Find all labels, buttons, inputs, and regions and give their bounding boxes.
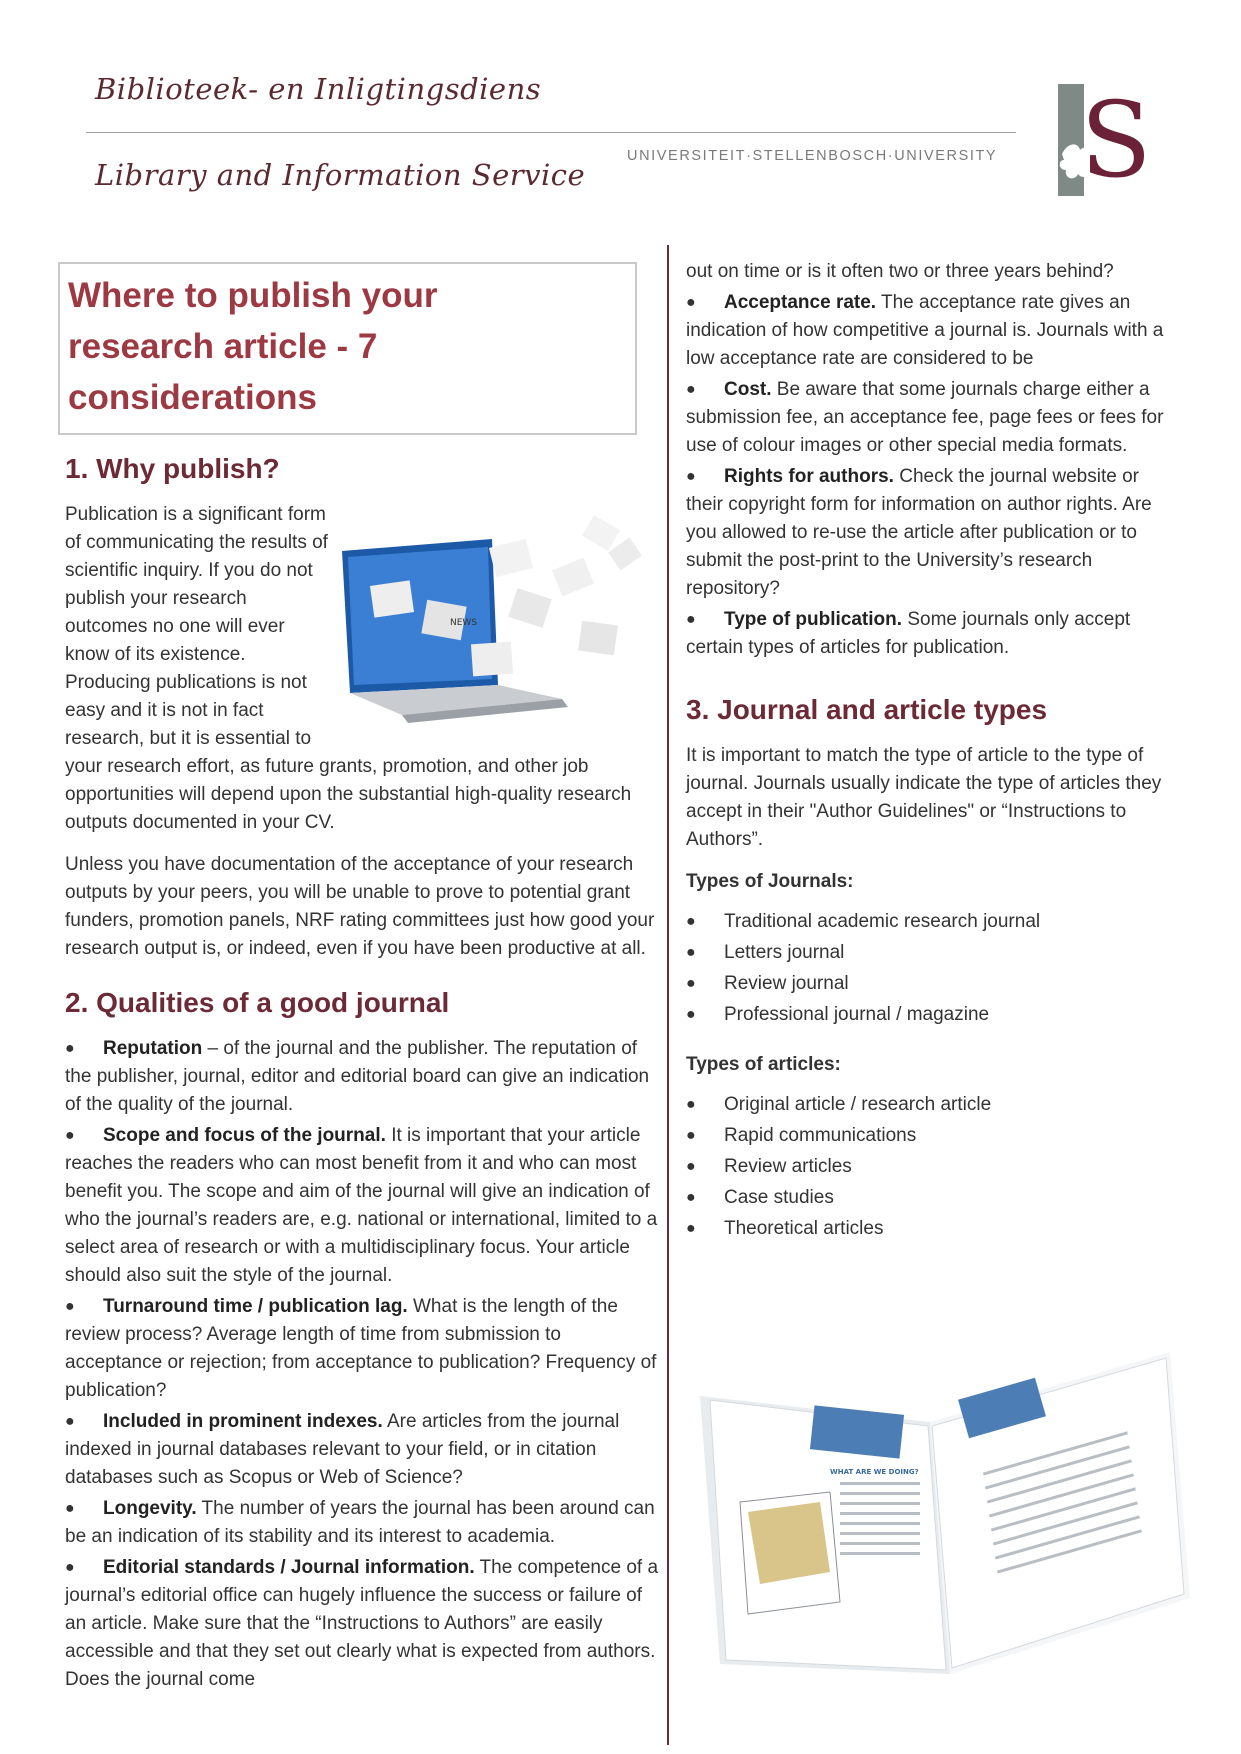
list-item: ● Rapid communications — [686, 1122, 1181, 1150]
quality-item: ● Cost. Be aware that some journals charge either a submission fee, an acceptance fee, page fees or fees for use of colour images or other special media formats. — [686, 376, 1181, 460]
section3-intro: It is important to match the type of article to the type of journal. Journals usually indicate the type of articles they accept in their "Author Guidelines" or “Instructions to Authors”. — [686, 745, 1162, 850]
article-types-heading: Types of articles: — [686, 1054, 841, 1075]
bullet-icon: ● — [686, 1127, 696, 1144]
section3-heading: 3. Journal and article types — [686, 694, 1048, 725]
list-item: ● Case studies — [686, 1184, 1181, 1212]
bullet-icon: ● — [65, 1298, 75, 1315]
bullet-icon: ● — [686, 611, 696, 628]
quality-item: ● Type of publication. Some journals only accept certain types of articles for publication. — [686, 606, 1181, 662]
bullet-icon: ● — [686, 294, 696, 311]
quality-item: ● Scope and focus of the journal. It is important that your article reaches the readers who can most benefit from it and who can most benefit you. The scope and aim of the journal will give an indication of who the journal’s readers are, e.g. national or international, limited to a select area of research or with a multidisciplinary focus. Your article should also suit the style of the journal. — [65, 1122, 660, 1290]
list-item: ● Review journal — [686, 970, 1181, 998]
quality-item: ● Rights for authors. Check the journal website or their copyright form for information on author rights. Are you allowed to re-use the article after publication or to submit the post-print to the University’s research repository? — [686, 463, 1181, 603]
bullet-icon: ● — [65, 1559, 75, 1576]
logo-letter: S — [1080, 84, 1152, 196]
bullet-icon: ● — [686, 1220, 696, 1237]
university-logo — [1058, 84, 1154, 196]
bullet-icon: ● — [65, 1500, 75, 1517]
list-item: ● Professional journal / magazine — [686, 1001, 1181, 1029]
right-column — [686, 258, 1181, 1265]
bullet-icon: ● — [686, 975, 696, 992]
header-afrikaans-title: Biblioteek- en Inligtingsdiens — [95, 72, 542, 106]
header-divider — [86, 132, 1016, 133]
header-english-title: Library and Information Service — [95, 158, 586, 192]
bullet-icon: ● — [686, 1158, 696, 1175]
bullet-icon: ● — [65, 1127, 75, 1144]
list-item: ● Letters journal — [686, 939, 1181, 967]
bullet-icon: ● — [686, 913, 696, 930]
section1-heading: 1. Why publish? — [65, 453, 280, 484]
bullet-icon: ● — [686, 1096, 696, 1113]
quality-item-continued: out on time or is it often two or three years behind? — [686, 261, 1114, 282]
bullet-icon: ● — [65, 1040, 75, 1057]
section1-paragraph1: Publication is a significant form of communicating the results of scientific inquiry. If you do not publish your research outcomes no one will ever know of its existence. Producing publications is not easy and it is not in fact research, but it is essential to your research effort, as future grants, promotion, and other job opportunities will depend upon the substantial high-quality research outputs documented in your CV. — [65, 504, 632, 833]
header-university-name: UNIVERSITEIT·STELLENBOSCH·UNIVERSITY — [627, 148, 998, 164]
quality-item: ● Longevity. The number of years the journal has been around can be an indication of its stability and its interest to academia. — [65, 1495, 660, 1551]
quality-item: ● Editorial standards / Journal information. The competence of a journal’s editorial office can hugely influence the success or failure of an article. Make sure that the “Instructions to Authors” are easily accessible and that they set out clearly what is expected from authors. Does the journal come — [65, 1554, 660, 1694]
page-title-line1: Where to publish your — [68, 276, 438, 315]
list-item: ● Theoretical articles — [686, 1215, 1181, 1243]
page-title-line2: research article - 7 considerations — [68, 327, 378, 417]
bullet-icon: ● — [686, 468, 696, 485]
quality-item: ● Reputation – of the journal and the publisher. The reputation of the publisher, journal, editor and editorial board can give an indication of the quality of the journal. — [65, 1035, 660, 1119]
quality-item: ● Included in prominent indexes. Are articles from the journal indexed in journal databases relevant to your field, or in citation databases such as Scopus or Web of Science? — [65, 1408, 660, 1492]
bullet-icon: ● — [686, 381, 696, 398]
list-item: ● Original article / research article — [686, 1091, 1181, 1119]
open-journal-image — [700, 1352, 1190, 1674]
laptop-news-label: NEWS — [450, 618, 478, 628]
left-column — [65, 262, 660, 1697]
bullet-icon: ● — [686, 944, 696, 961]
bullet-icon: ● — [65, 1413, 75, 1430]
bullet-icon: ● — [686, 1189, 696, 1206]
quality-item: ● Acceptance rate. The acceptance rate gives an indication of how competitive a journal is. Journals with a low acceptance rate are considered to be — [686, 289, 1181, 373]
article-types-list — [686, 1091, 1181, 1243]
list-item: ● Review articles — [686, 1153, 1181, 1181]
bullet-icon: ● — [686, 1006, 696, 1023]
section1-paragraph2: Unless you have documentation of the acceptance of your research outputs by your peers, you will be unable to prove to potential grant funders, promotion panels, NRF rating committees just how good your research output is, or indeed, even if you have been productive at all. — [65, 854, 655, 959]
title-box — [58, 262, 637, 435]
quality-item: ● Turnaround time / publication lag. What is the length of the review process? Average length of time from submission to acceptance or rejection; from acceptance to publication? Frequency of publication? — [65, 1293, 660, 1405]
column-divider — [667, 245, 669, 1745]
journal-types-heading: Types of Journals: — [686, 871, 854, 892]
section2-heading: 2. Qualities of a good journal — [65, 987, 450, 1018]
journal-image-heading: WHAT ARE WE DOING? — [830, 1468, 919, 1476]
journal-types-list — [686, 908, 1181, 1029]
laptop-news-image — [342, 503, 660, 735]
list-item: ● Traditional academic research journal — [686, 908, 1181, 936]
